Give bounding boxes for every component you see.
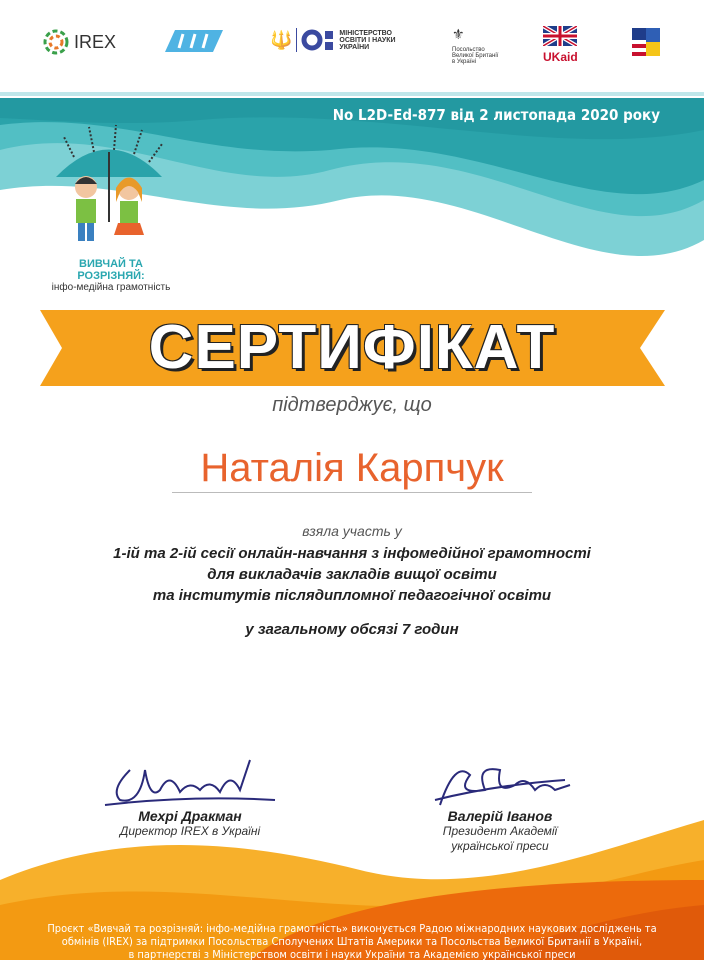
recipient-name: Наталія Карпчук xyxy=(200,446,504,490)
footer-project-note: Проєкт «Вивчай та розрізняй: інфо-медійна грамотність» виконується Радою міжнародних наукових досліджень та обмінів (IREX) за підтримки Посольства Сполучених Штатів Америки та Посольства Великої Британії в Україні, в партнерстві з Міністерством освіти і науки України та Академією української преси xyxy=(47,922,657,961)
name-underline xyxy=(172,492,532,493)
took-part-text: взяла участь у xyxy=(302,523,402,539)
hours-text: у загальному обсязі 7 годин xyxy=(245,621,459,638)
uk-embassy-logo: ⚜ Посольство Великої Британії в Україні xyxy=(452,26,499,65)
usa-ukraine-flag-logo xyxy=(632,28,660,56)
signatory-ivanov: Валерій Іванов Президент Академії української преси xyxy=(442,808,558,853)
irex-logo: IREX xyxy=(42,28,116,56)
academy-logo xyxy=(165,28,223,54)
project-logo-text: ВИВЧАЙ ТА РОЗРІЗНЯЙ: інфо-медійна грамотність xyxy=(51,258,171,293)
signature-ivanov xyxy=(425,755,575,815)
project-illustration xyxy=(44,122,174,257)
uk-flag-icon xyxy=(543,26,577,46)
ukaid-logo: UKaid xyxy=(543,26,578,64)
course-description: 1-ій та 2-ій сесії онлайн-навчання з інфомедійної грамотності для викладачів закладів вищої освіти та інститутів післядипломної педагогічної освіти xyxy=(113,545,591,604)
ministry-logo: 🔱 МІНІСТЕРСТВО ОСВІТИ І НАУКИ УКРАЇНИ xyxy=(270,29,396,51)
confirms-text: підтверджує, що xyxy=(272,394,432,416)
signatory-drakman: Мехрі Дракман Директор IREX в Україні xyxy=(119,808,261,838)
coat-of-arms-icon: ⚜ xyxy=(452,26,465,42)
signature-drakman xyxy=(100,750,280,810)
certificate-title: СЕРТИФІКАТ xyxy=(148,313,556,382)
certificate-number: No L2D-Ed-877 від 2 листопада 2020 року xyxy=(332,106,660,124)
trident-icon: 🔱 xyxy=(270,29,293,50)
irex-mark-icon xyxy=(42,28,70,56)
partner-logos xyxy=(0,22,704,72)
